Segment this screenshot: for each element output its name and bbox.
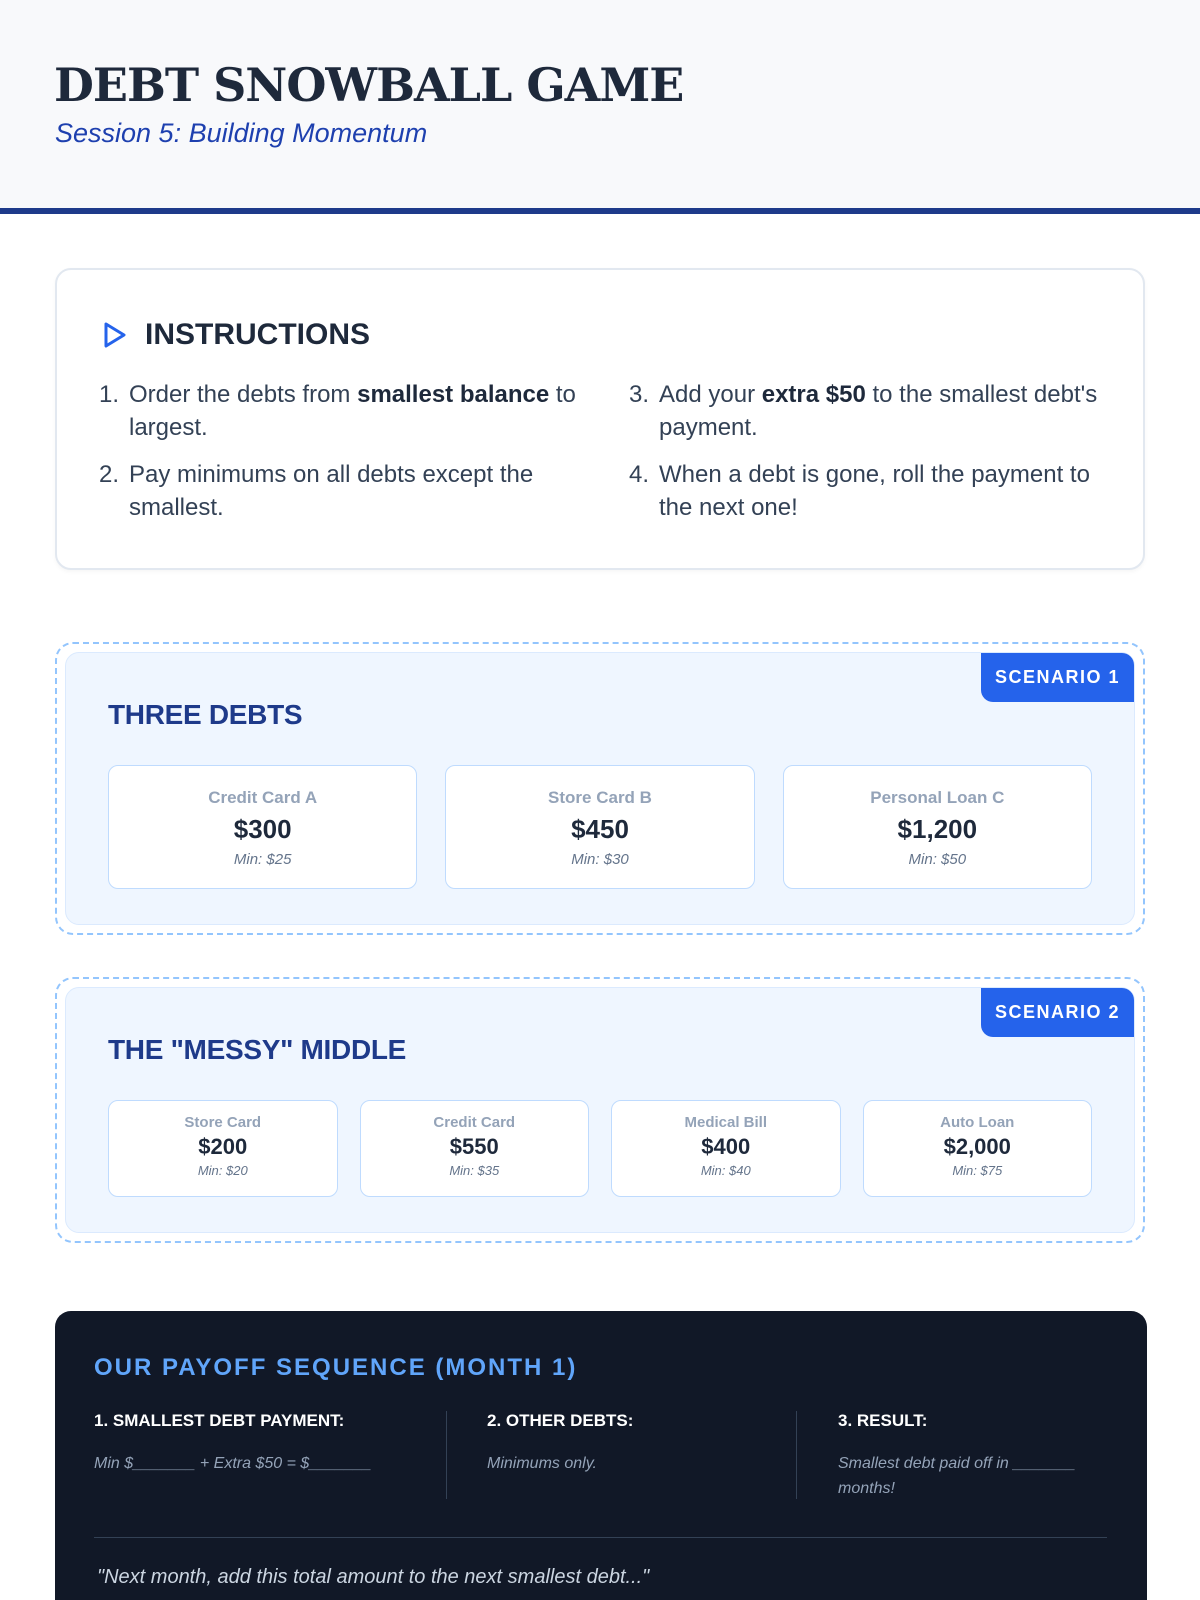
- instructions-title: INSTRUCTIONS: [145, 318, 370, 351]
- debt-list: [108, 1100, 1092, 1197]
- payoff-column-result: [838, 1411, 1108, 1497]
- debt-card: [783, 765, 1092, 889]
- payoff-title: OUR PAYOFF SEQUENCE (MONTH 1): [94, 1354, 578, 1381]
- debt-balance: $2,000: [943, 1134, 1011, 1159]
- instructions-list-right: [629, 378, 1099, 538]
- debt-minimum: Min: $40: [700, 1163, 751, 1178]
- page-subtitle: Session 5: Building Momentum: [55, 118, 428, 148]
- scenario-badge: SCENARIO 1: [981, 653, 1134, 702]
- debt-balance: $450: [571, 814, 629, 844]
- instruction-step: 1. Order the debts from smallest balance to largest.: [99, 381, 576, 441]
- scenario-title: THE "MESSY" MIDDLE: [108, 1034, 407, 1065]
- payoff-column-others: [487, 1411, 777, 1497]
- debt-minimum: Min: $35: [449, 1163, 500, 1178]
- debt-minimum: Min: $50: [908, 851, 967, 868]
- payoff-column-label: 3. RESULT:: [838, 1411, 928, 1430]
- instructions-list-left: [99, 378, 579, 538]
- payoff-quote: "Next month, add this total amount to the next smallest debt...": [97, 1566, 650, 1588]
- debt-card: [611, 1100, 841, 1197]
- payoff-column-smallest: [94, 1411, 424, 1497]
- debt-list: [108, 765, 1092, 889]
- page-header: [0, 0, 1200, 214]
- debt-card: [108, 765, 417, 889]
- debt-minimum: Min: $30: [571, 851, 629, 868]
- payoff-column-text: Min $_______ + Extra $50 = $_______: [94, 1455, 372, 1472]
- scenario-2-card: [55, 977, 1145, 1243]
- column-divider: [796, 1411, 797, 1499]
- payoff-sequence-panel: [55, 1311, 1147, 1600]
- scenario-badge: SCENARIO 2: [981, 988, 1134, 1037]
- debt-name: Credit Card A: [208, 788, 318, 807]
- payoff-column-text: Smallest debt paid off in _______ months!: [838, 1455, 1076, 1497]
- payoff-column-label: 2. OTHER DEBTS:: [487, 1411, 634, 1430]
- debt-name: Auto Loan: [940, 1114, 1015, 1131]
- debt-minimum: Min: $75: [952, 1163, 1003, 1178]
- debt-name: Credit Card: [433, 1114, 516, 1131]
- debt-balance: $1,200: [897, 814, 978, 844]
- debt-balance: $550: [449, 1134, 499, 1159]
- instruction-step: 3. Add your extra $50 to the smallest debt's payment.: [629, 381, 1098, 441]
- column-divider: [446, 1411, 447, 1499]
- payoff-column-label: 1. SMALLEST DEBT PAYMENT:: [94, 1411, 345, 1430]
- page-title: DEBT SNOWBALL GAME: [54, 58, 684, 112]
- instruction-step: 2. Pay minimums on all debts except the smallest.: [99, 461, 534, 521]
- debt-balance: $400: [701, 1134, 751, 1159]
- instruction-step: 4. When a debt is gone, roll the payment to the next one!: [629, 461, 1090, 521]
- payoff-column-text: Minimums only.: [487, 1455, 597, 1472]
- scenario-title: THREE DEBTS: [108, 699, 303, 730]
- debt-card: [445, 765, 754, 889]
- debt-minimum: Min: $25: [233, 851, 292, 868]
- debt-balance: $200: [198, 1134, 248, 1159]
- scenario-1-card: [55, 642, 1145, 935]
- instructions-card: [55, 268, 1145, 570]
- debt-name: Store Card: [184, 1114, 262, 1131]
- debt-name: Store Card B: [548, 788, 652, 807]
- debt-card: [108, 1100, 338, 1197]
- debt-minimum: Min: $20: [197, 1163, 248, 1178]
- debt-balance: $300: [233, 814, 292, 844]
- debt-name: Medical Bill: [684, 1114, 768, 1131]
- debt-card: [360, 1100, 590, 1197]
- debt-card: [863, 1100, 1093, 1197]
- play-icon: [101, 320, 129, 350]
- debt-name: Personal Loan C: [870, 788, 1005, 807]
- section-divider: [94, 1537, 1107, 1538]
